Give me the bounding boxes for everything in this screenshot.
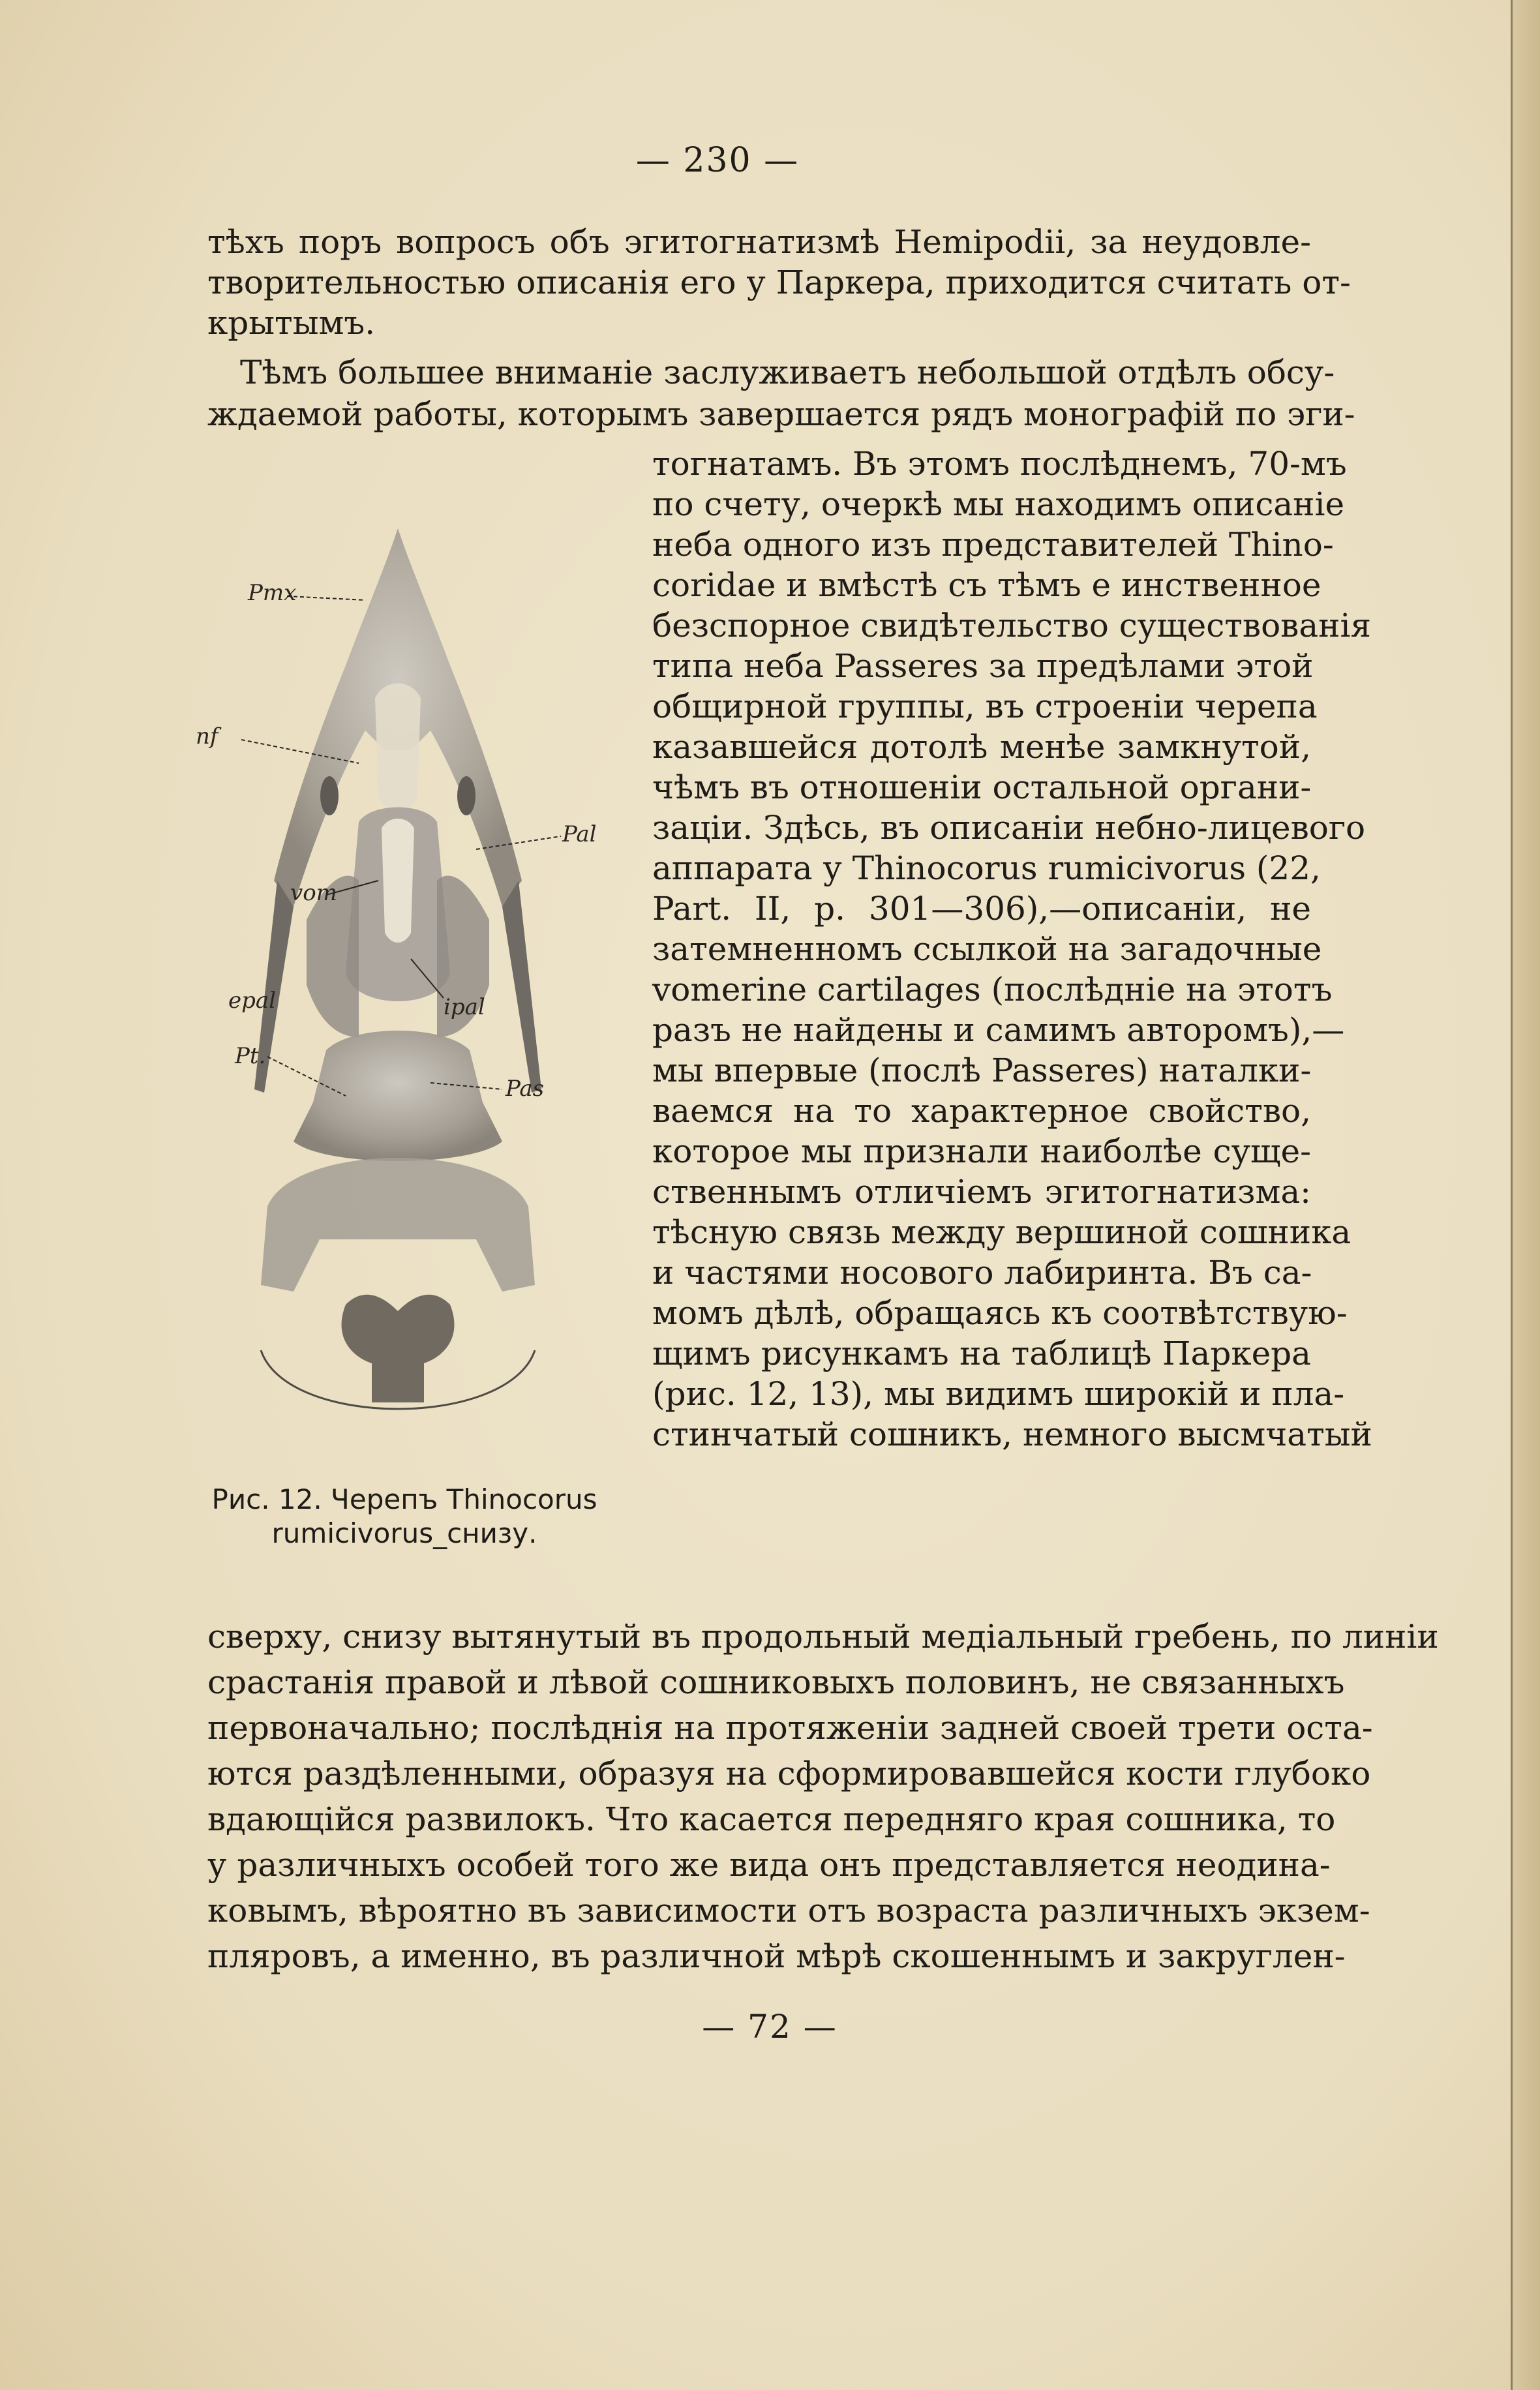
text-line: ждаемой работы, которымъ завершается рядъ монографій по эги-: [207, 395, 1355, 433]
text-line: безспорное свидѣтельство существованія: [652, 607, 1372, 644]
text-line: Тѣмъ большее вниманіе заслуживаетъ небольшой отдѣлъ обсу-: [240, 354, 1335, 391]
text-line: coridae и вмѣстѣ съ тѣмъ е инственное: [652, 566, 1321, 604]
text-line: у различныхъ особей того же вида онъ представляется неодина-: [207, 1846, 1331, 1884]
nostril-right: [457, 776, 476, 815]
text-line: чѣмъ въ отношеніи остальной органи-: [652, 768, 1312, 806]
page-edge: [1511, 0, 1540, 2390]
text-line: первоначально; послѣднія на протяженіи задней своей трети оста-: [207, 1709, 1373, 1747]
nasal-opening: [375, 684, 421, 811]
text-line: тѣхъ поръ вопросъ объ эгитогнатизмѣ Hemipodii, за неудовле-: [207, 223, 1311, 261]
page-number-bottom: — 72 —: [702, 2008, 838, 2046]
text-line: неба одного изъ представителей Thino-: [652, 526, 1334, 564]
text-line: мы впервые (послѣ Passeres) наталки-: [652, 1051, 1312, 1089]
page-number-top: — 230 —: [635, 141, 800, 180]
text-line: по счету, очеркѣ мы находимъ описаніе: [652, 485, 1345, 523]
jugal-right: [502, 881, 541, 1093]
label-pas: Pas: [506, 1076, 545, 1102]
text-line: вдающійся развилокъ. Что касается передняго края сошника, то: [207, 1800, 1336, 1838]
text-line: заціи. Здѣсь, въ описаніи небно-лицевого: [652, 809, 1366, 847]
text-line: типа неба Passeres за предѣлами этой: [652, 647, 1314, 685]
text-line: тогнатамъ. Въ этомъ послѣднемъ, 70-мъ: [652, 445, 1347, 483]
label-pt: Pt.: [235, 1043, 266, 1069]
text-line: аппарата у Thinocorus rumicivorus (22,: [652, 849, 1321, 887]
text-line: стинчатый сошникъ, немного высмчатый: [652, 1415, 1372, 1453]
braincase-upper: [261, 1158, 535, 1292]
nostril-left: [320, 776, 339, 815]
text-line: которое мы признали наиболѣе суще-: [652, 1132, 1311, 1170]
text-line: Part. II, р. 301—306),—описаніи, не: [652, 890, 1311, 928]
text-line: творительностью описанія его у Паркера, приходится считать от-: [207, 264, 1351, 301]
vomer-gap: [382, 819, 414, 943]
text-line: общирной группы, въ строеніи черепа: [652, 688, 1318, 725]
label-pal: Pal: [562, 821, 597, 847]
text-line: щимъ рисункамъ на таблицѣ Паркера: [652, 1335, 1311, 1372]
text-line: тѣсную связь между вершиной сошника: [652, 1213, 1351, 1251]
text-line: затемненномъ ссылкой на загадочные: [652, 930, 1322, 968]
label-epal: epal: [228, 988, 277, 1014]
skull-figure: [196, 515, 600, 1481]
skull-illustration: [196, 515, 600, 1481]
figure-caption-line2: rumicivorus_снизу.: [271, 1517, 537, 1549]
text-line: крытымъ.: [207, 304, 376, 342]
label-nf: nf: [196, 723, 219, 749]
pterygoid-region: [294, 1031, 502, 1161]
text-line: разъ не найдены и самимъ авторомъ),—: [652, 1011, 1345, 1049]
text-line: (рис. 12, 13), мы видимъ широкій и пла-: [652, 1375, 1345, 1413]
text-line: и частями носового лабиринта. Въ са-: [652, 1254, 1312, 1292]
text-line: пляровъ, а именно, въ различной мѣрѣ скошеннымъ и закруглен-: [207, 1937, 1346, 1975]
text-line: ваемся на то характерное свойство,: [652, 1092, 1311, 1130]
leader-line: [287, 596, 365, 600]
text-line: момъ дѣлѣ, обращаясь къ соотвѣтствую-: [652, 1294, 1348, 1332]
text-line: ственнымъ отличіемъ эгитогнатизма:: [652, 1173, 1311, 1211]
figure-caption-line1: Рис. 12. Черепъ Thinocorus: [211, 1483, 597, 1515]
text-line: ются раздѣленными, образуя на сформировавшейся кости глубоко: [207, 1755, 1371, 1792]
label-ipal: ipal: [444, 994, 485, 1020]
text-line: ковымъ, вѣроятно въ зависимости отъ возраста различныхъ экзем-: [207, 1892, 1370, 1929]
text-line: сверху, снизу вытянутый въ продольный медіальный гребень, по линіи: [207, 1618, 1439, 1656]
text-line: vomerine cartilages (послѣдніе на этотъ: [652, 971, 1333, 1008]
foramen-magnum: [342, 1295, 455, 1402]
label-vom: vom: [290, 880, 337, 906]
text-line: срастанія правой и лѣвой сошниковыхъ половинъ, не связанныхъ: [207, 1663, 1345, 1701]
label-pmx: Pmx: [248, 580, 297, 606]
text-line: казавшейся дотолѣ менѣе замкнутой,: [652, 728, 1311, 766]
